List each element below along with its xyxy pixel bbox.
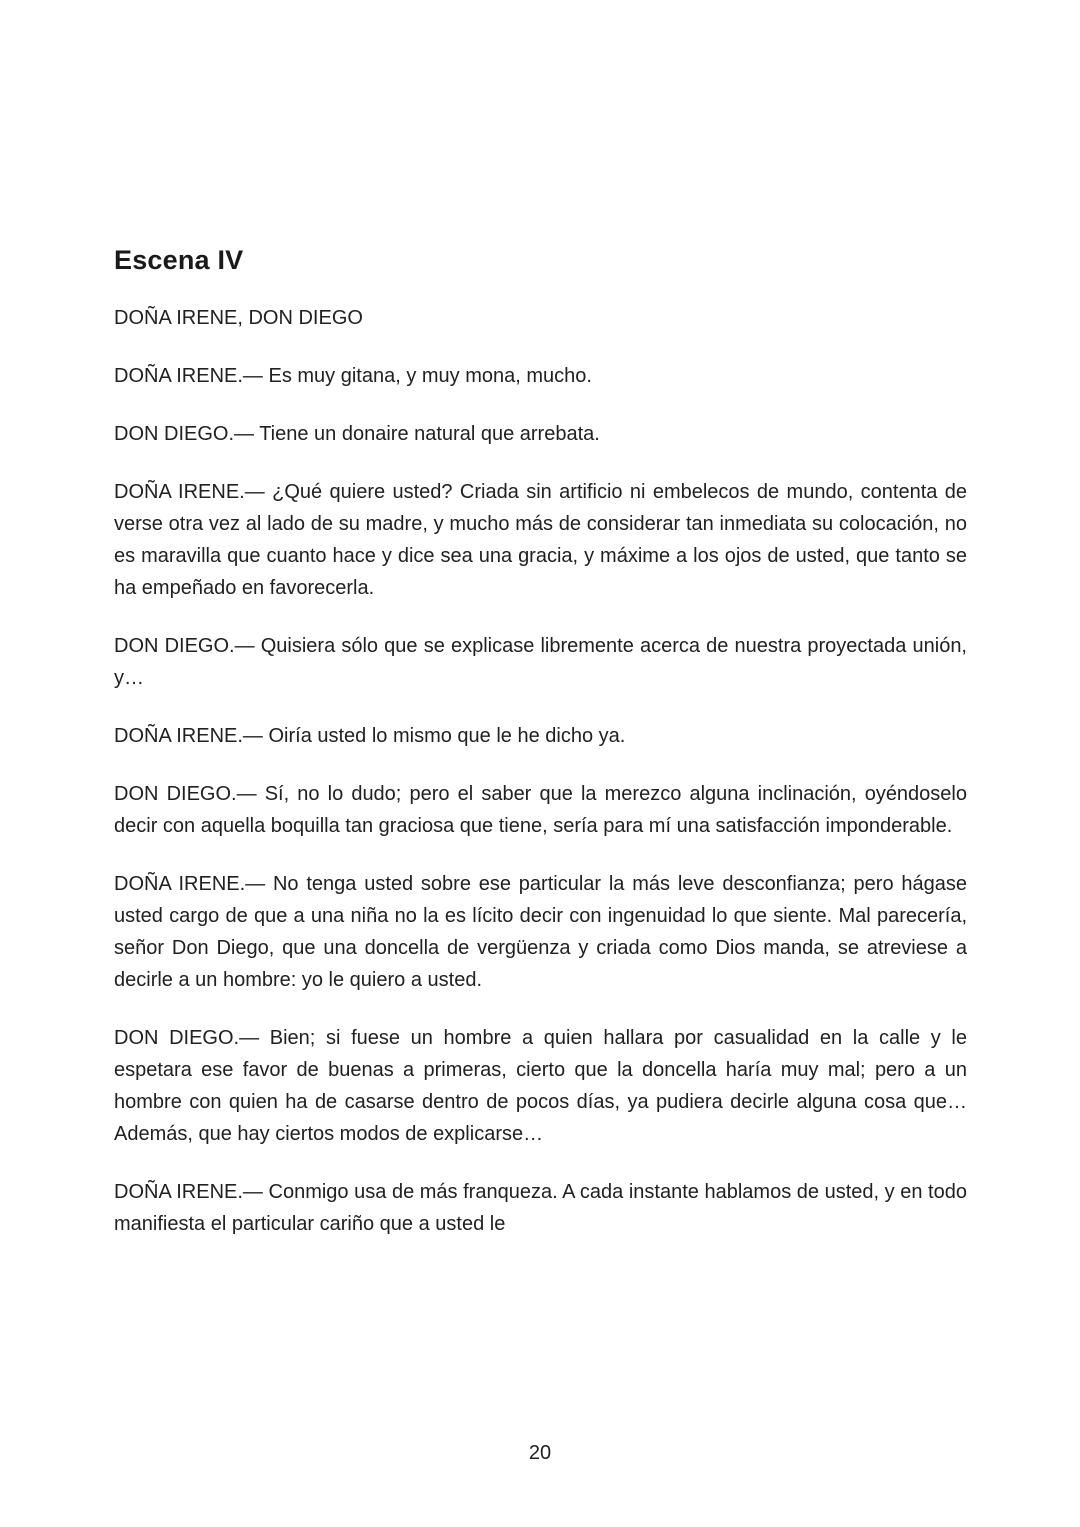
dialogue-paragraph: DOÑA IRENE.— No tenga usted sobre ese particular la más leve desconfianza; pero hágase usted cargo de que a una niña no la es lícito decir con ingenuidad lo que siente. Mal parecería, señor Don Diego, que una doncella de vergüenza y criada como Dios manda, se atreviese a decirle a un hombre: yo le quiero a usted. bbox=[114, 873, 967, 991]
dialogue-paragraph: DOÑA IRENE.— Oiría usted lo mismo que le he dicho ya. bbox=[114, 725, 626, 747]
dialogue-paragraph: DOÑA IRENE.— Conmigo usa de más franqueza. A cada instante hablamos de usted, y en todo manifiesta el particular cariño que a usted le bbox=[114, 1181, 967, 1235]
characters-line: DOÑA IRENE, DON DIEGO bbox=[114, 307, 363, 329]
dialogue-paragraph: DON DIEGO.— Sí, no lo dudo; pero el saber que la merezco alguna inclinación, oyéndoselo decir con aquella boquilla tan graciosa que tiene, sería para mí una satisfacción imponderable. bbox=[114, 783, 967, 837]
page-content bbox=[114, 245, 967, 1240]
scene-heading: Escena IV bbox=[114, 245, 244, 275]
page-number: 20 bbox=[528, 1442, 552, 1464]
dialogue-paragraph: DOÑA IRENE.— ¿Qué quiere usted? Criada sin artificio ni embelecos de mundo, contenta de verse otra vez al lado de su madre, y mucho más de considerar tan inmediata su colocación, no es maravilla que cuanto hace y dice sea una gracia, y máxime a los ojos de usted, que tanto se ha empeñado en favorecerla. bbox=[114, 481, 967, 599]
dialogue-paragraph: DON DIEGO.— Bien; si fuese un hombre a quien hallara por casualidad en la calle y le espetara ese favor de buenas a primeras, cierto que la doncella haría muy mal; pero a un hombre con quien ha de casarse dentro de pocos días, ya pudiera decirle alguna cosa que… Además, que hay ciertos modos de explicarse… bbox=[114, 1027, 967, 1145]
dialogue-paragraph: DON DIEGO.— Tiene un donaire natural que arrebata. bbox=[114, 423, 600, 445]
dialogue-block bbox=[114, 360, 967, 1240]
dialogue-paragraph: DON DIEGO.— Quisiera sólo que se explicase libremente acerca de nuestra proyectada unión, y… bbox=[114, 635, 967, 689]
dialogue-paragraph: DOÑA IRENE.— Es muy gitana, y muy mona, mucho. bbox=[114, 365, 592, 387]
